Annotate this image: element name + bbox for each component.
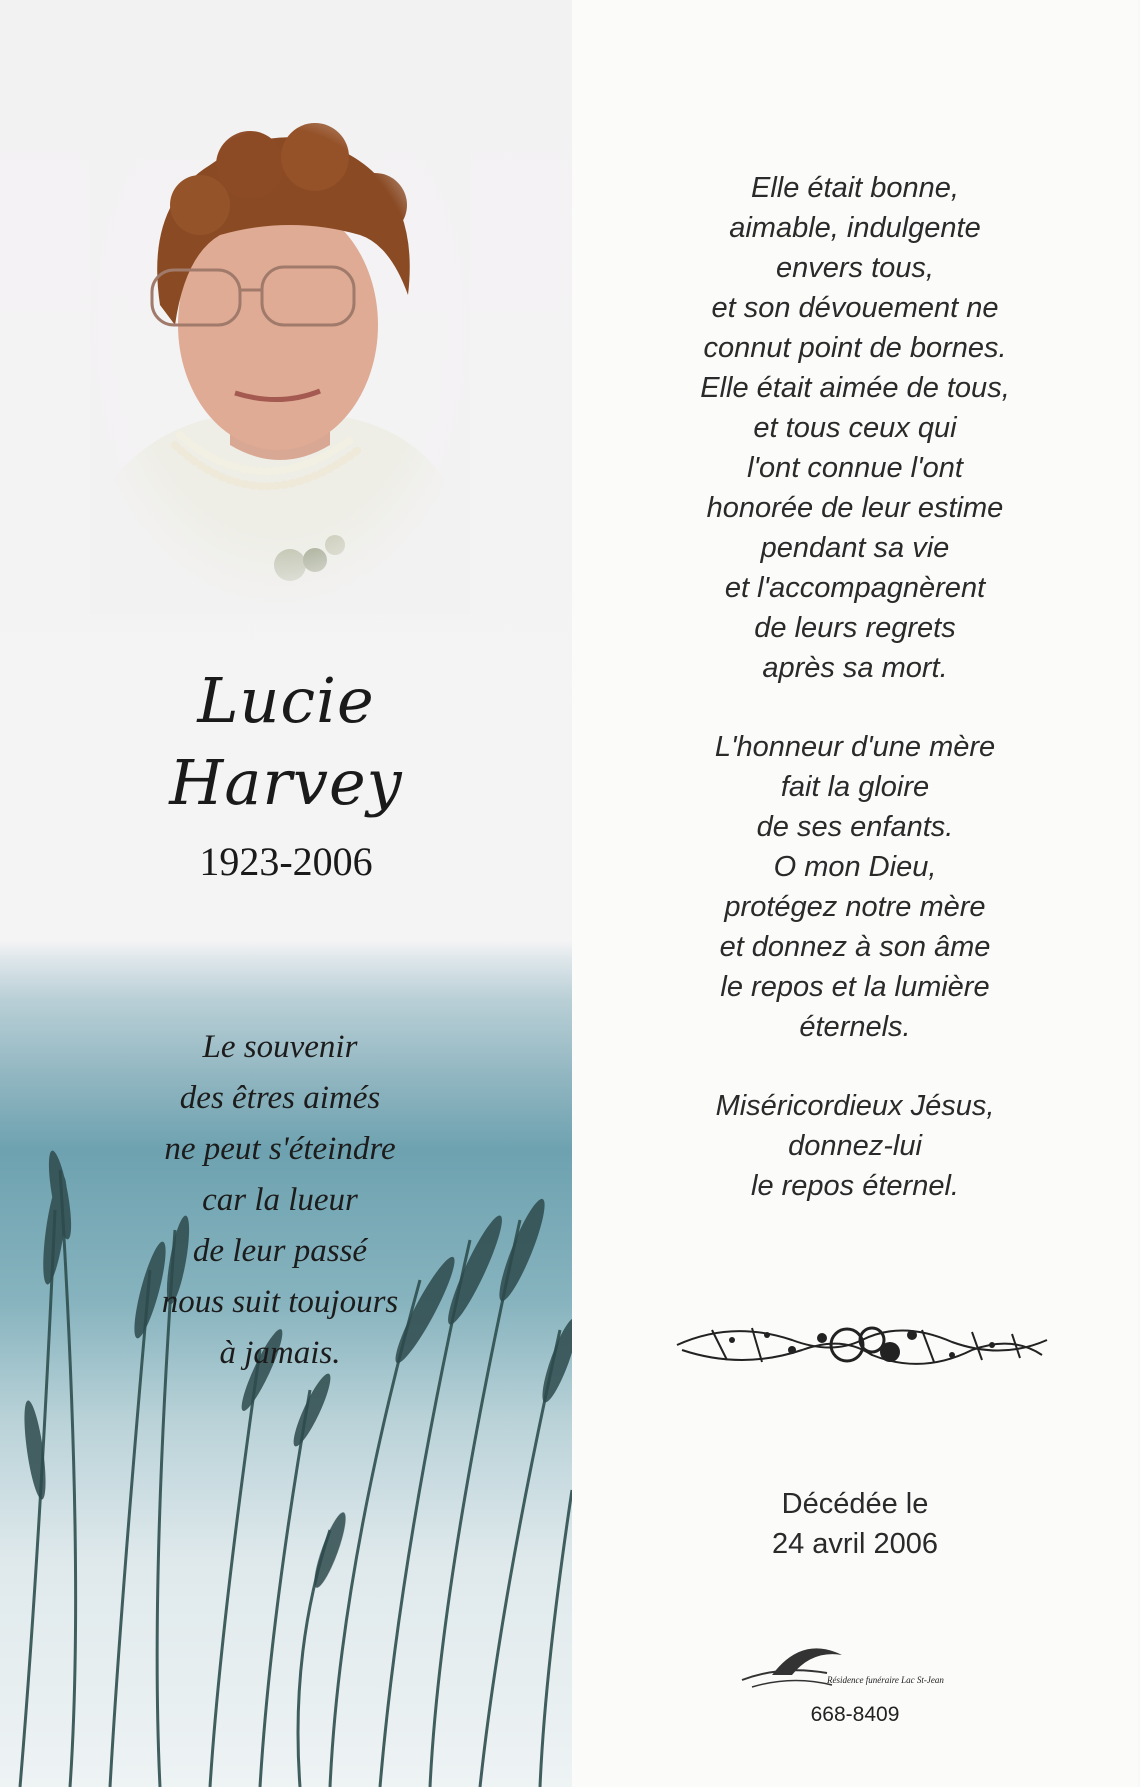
left-poem-line: à jamais. xyxy=(219,1335,341,1371)
last-name: Harvey xyxy=(169,746,403,819)
poem-line: après sa mort. xyxy=(762,652,948,684)
poem-line: honorée de leur estime xyxy=(706,492,1004,524)
right-poem xyxy=(572,168,1138,1245)
poem-line: donnez-lui xyxy=(788,1130,922,1162)
life-years: 1923-2006 xyxy=(199,839,373,884)
left-poem-line: Le souvenir xyxy=(202,1029,358,1065)
poem-line: l'ont connue l'ont xyxy=(747,452,963,484)
funeral-home-logo xyxy=(732,1635,992,1705)
poem-line: protégez notre mère xyxy=(724,891,986,923)
poem-line: pendant sa vie xyxy=(760,532,950,564)
poem-line: aimable, indulgente xyxy=(729,212,981,244)
first-name: Lucie xyxy=(197,664,375,737)
phone-number: 668-8409 xyxy=(810,1703,900,1726)
poem-line: Miséricordieux Jésus, xyxy=(715,1090,995,1122)
death-label: Décédée le xyxy=(781,1488,929,1520)
poem-line: de leurs regrets xyxy=(754,612,956,644)
name-block xyxy=(0,660,572,885)
poem-line: et l'accompagnèrent xyxy=(724,572,986,604)
portrait-photo xyxy=(90,95,470,615)
stanza-2 xyxy=(572,727,1138,1047)
poem-line: Elle était bonne, xyxy=(751,172,959,204)
floral-ornament xyxy=(672,1300,1052,1390)
left-poem-line: des êtres aimés xyxy=(179,1080,381,1116)
poem-line: connut point de bornes. xyxy=(703,332,1007,364)
right-panel xyxy=(572,0,1138,1787)
poem-line: Elle était aimée de tous, xyxy=(700,372,1010,404)
funeral-home-name: Résidence funéraire Lac St-Jean xyxy=(827,1675,944,1685)
death-notice xyxy=(572,1484,1138,1564)
poem-line: le repos et la lumière xyxy=(720,971,990,1003)
poem-line: et donnez à son âme xyxy=(719,931,991,963)
poem-line: le repos éternel. xyxy=(751,1170,959,1202)
stanza-3 xyxy=(572,1086,1138,1206)
poem-line: L'honneur d'une mère xyxy=(714,731,996,763)
poem-line: envers tous, xyxy=(776,252,934,284)
poem-line: éternels. xyxy=(799,1011,911,1043)
poem-line: de ses enfants. xyxy=(756,811,954,843)
death-date: 24 avril 2006 xyxy=(771,1528,939,1560)
poem-line: fait la gloire xyxy=(780,771,930,803)
left-poem-line: ne peut s'éteindre xyxy=(164,1131,396,1167)
poem-line: O mon Dieu, xyxy=(773,851,937,883)
poem-line: et son dévouement ne xyxy=(711,292,999,324)
left-poem-line: car la lueur xyxy=(202,1182,358,1218)
stanza-1 xyxy=(572,168,1138,688)
bird-logo-icon xyxy=(732,1635,852,1695)
left-poem xyxy=(120,1022,440,1379)
left-poem-line: de leur passé xyxy=(192,1233,368,1269)
poem-line: et tous ceux qui xyxy=(753,412,957,444)
left-poem-line: nous suit toujours xyxy=(161,1284,399,1320)
